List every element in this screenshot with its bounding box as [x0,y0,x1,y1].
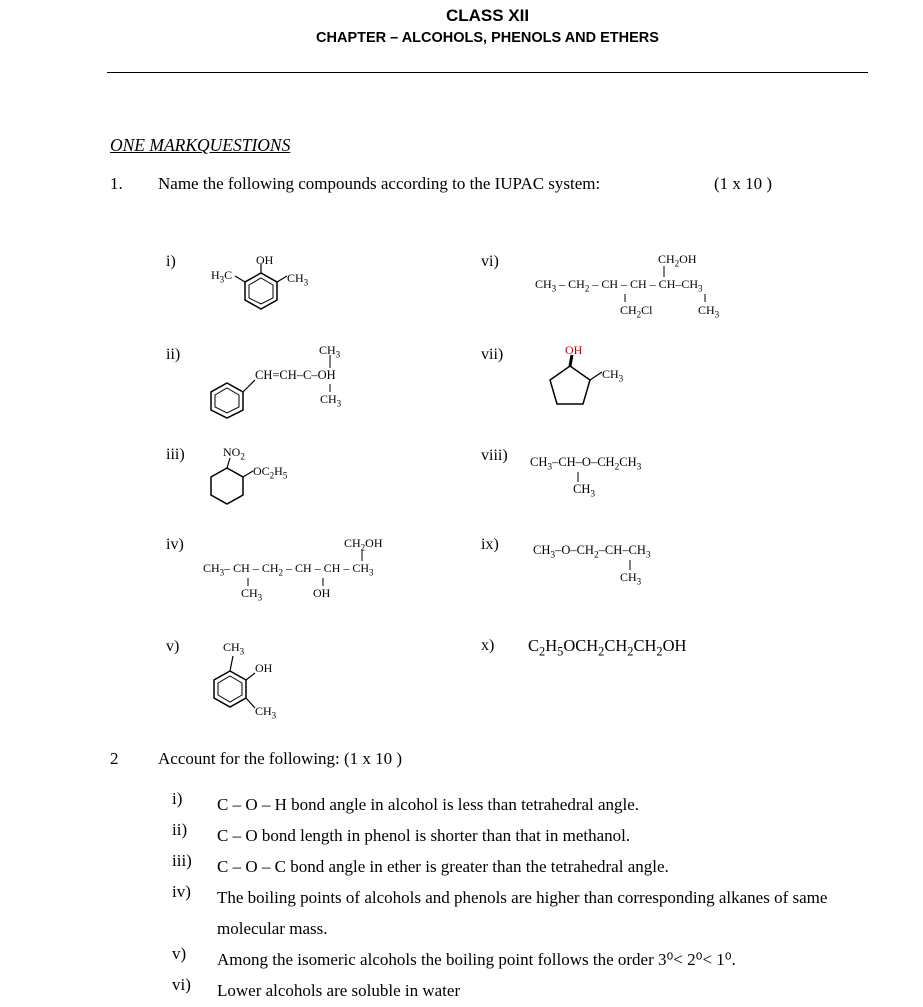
reason-text: C – O – H bond angle in alcohol is less than tetrahedral angle. [217,795,640,814]
ch3-bottom-label: $CH_3$ [698,303,720,320]
item-label-vii: vii) [481,346,504,363]
ch3-label: $CH_3$ [602,367,624,384]
cyclopentane-ring-icon [540,342,650,412]
item-label-x: x) [481,637,495,654]
ch3-bottom-label: $CH_3$ [320,392,342,409]
structure-i [205,250,325,320]
header-divider [107,72,868,73]
ch3-bottom-label: $CH_3$ [573,482,596,500]
reason-text: The boiling points of alcohols and phenols are higher than corresponding alkanes of same molecular mass. [217,888,828,938]
reason-label: iii) [172,851,192,870]
reason-text: Lower alcohols are soluble in water [217,981,461,1000]
reason-label: ii) [172,820,188,839]
chain-label: CH=CH–C–OH [255,368,336,382]
no2-label: $NO_2$ [223,445,245,462]
oc2h5-label: $OC_2H_5$ [253,464,288,481]
ch3-label: $CH_3$ [287,271,309,288]
item-label-i: i) [166,253,176,270]
formula-x: $C_2H_5OCH_2CH_2CH_2OH$ [528,636,687,659]
structure-iv [203,534,423,609]
chain-label: $CH_3-$ CH – $CH_2$ – CH – CH – $CH_3$ [203,561,374,578]
reason-text: C – O – C bond angle in ether is greater than the tetrahedral angle. [217,857,669,876]
structure-vi [533,250,783,325]
item-label-v: v) [166,638,180,655]
reason-label: iv) [172,882,191,901]
class-title: CLASS XII [445,6,530,25]
chain-label: $CH_3-CH-O-CH_2CH_3$ [530,455,642,473]
ch2cl-label: $CH_2Cl$ [620,303,653,320]
ch3-bottom-label: $CH_3$ [255,704,277,721]
section-heading: ONE MARKQUESTIONS [110,135,291,155]
question-1-marks: (1 x 10 ) [714,174,773,193]
reason-text: Among the isomeric alcohols the boiling point follows the order 3⁰< 2⁰< 1⁰. [217,950,736,969]
structure-ii [205,340,385,415]
structure-iii [205,443,325,513]
oh-label: OH [255,661,273,675]
item-label-iv: iv) [166,536,184,553]
ch3-top-label: $CH_3$ [319,343,341,360]
reason-label: vi) [172,975,191,994]
ch3-bottom-label: $CH_3$ [241,586,263,603]
reason-label: i) [172,789,183,808]
ch3-top-label: $CH_3$ [223,640,245,657]
question-2-text: Account for the following: (1 x 10 ) [158,749,403,768]
question-1-text: Name the following compounds according to the IUPAC system: [158,174,601,193]
chain-label: $CH_3 - CH_2$ – CH – CH – $CH-CH_3$ [535,277,703,294]
oh-label: OH [565,343,583,357]
h3c-label: $H_3C$ [211,268,233,285]
reason-text: C – O bond length in phenol is shorter than that in methanol. [217,826,631,845]
ch2oh-label: $CH_2OH$ [344,536,383,553]
ch2oh-label: $CH_2OH$ [658,252,697,269]
item-label-vi: vi) [481,253,499,270]
question-2-number: 2 [110,749,119,768]
question-1-number: 1. [110,174,123,193]
oh-bottom-label: OH [313,586,331,600]
oh-label: OH [256,253,274,267]
item-label-ii: ii) [166,346,181,363]
structure-viii [530,452,730,507]
structure-v [205,636,325,726]
item-label-ix: ix) [481,536,499,553]
item-label-viii: viii) [481,447,508,464]
ch3-bottom-label: $CH_3$ [620,570,642,587]
reason-label: v) [172,944,187,963]
structure-vii [540,342,650,412]
item-label-iii: iii) [166,446,185,463]
chapter-title: CHAPTER – ALCOHOLS, PHENOLS AND ETHERS [316,30,659,46]
structure-ix [533,540,733,595]
chain-label: $CH_3-O-CH_2-CH-CH_3$ [533,543,651,561]
